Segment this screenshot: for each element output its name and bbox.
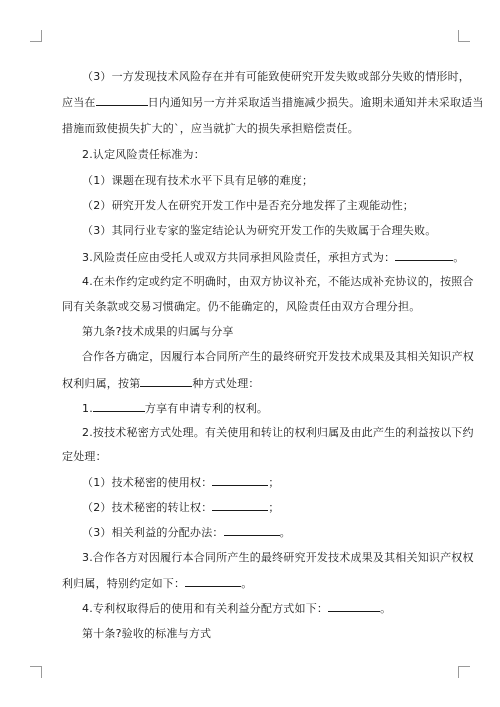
paragraph-line xyxy=(62,300,420,314)
fill-in-blank[interactable] xyxy=(96,95,148,106)
fill-in-blank[interactable] xyxy=(185,576,241,587)
section-heading xyxy=(82,627,211,641)
fill-in-blank[interactable] xyxy=(212,500,268,511)
line-text: 2.按技术秘密方式处理。有关使用和转让的权利归属及由此产生的利益按以下约 xyxy=(82,426,474,439)
line-text: 3.合作各方对因履行本合同所产生的最终研究开发技术成果及其相关知识产权权 xyxy=(82,551,474,564)
line-text: 合作各方确定，因履行本合同所产生的最终研究开发技术成果及其相关知识产权 xyxy=(82,350,474,363)
paragraph-line xyxy=(82,601,391,616)
line-text: 种方式处理： xyxy=(192,377,260,390)
line-text: 权利归属，按第 xyxy=(62,377,141,390)
line-text: （2）研究开发人在研究开发工作中是否充分地发挥了主观能动性； xyxy=(82,199,414,212)
paragraph-line xyxy=(62,122,359,136)
line-text: 日内通知另一方并采取适当措施减少损失。逾期未通知并未采取适当 xyxy=(147,96,484,109)
paragraph-line xyxy=(82,250,465,265)
paragraph-line xyxy=(62,450,107,464)
crop-mark-bottom-right-h xyxy=(458,666,470,667)
line-text: 。 xyxy=(241,577,253,590)
paragraph-line xyxy=(62,95,484,110)
line-text: （2）技术秘密的转让权： xyxy=(82,501,213,514)
paragraph-line xyxy=(62,576,252,591)
paragraph-line xyxy=(82,500,280,515)
fill-in-blank[interactable] xyxy=(93,401,145,412)
line-text: 2.认定风险责任标准为： xyxy=(82,148,205,161)
line-text: 。 xyxy=(279,526,291,539)
paragraph-line xyxy=(82,148,205,162)
line-text: （1）课题在现有技术水平下具有足够的难度； xyxy=(82,174,314,187)
fill-in-blank[interactable] xyxy=(140,376,192,387)
crop-mark-top-right-h xyxy=(458,41,470,42)
paragraph-line xyxy=(82,224,436,238)
line-text: 同有关条款或交易习惯确定。仍不能确定的，风险责任由双方合理分担。 xyxy=(62,300,421,313)
paragraph-line xyxy=(82,275,474,289)
fill-in-blank[interactable] xyxy=(395,250,453,261)
line-text: 。 xyxy=(453,251,465,264)
paragraph-line xyxy=(62,376,260,391)
fill-in-blank[interactable] xyxy=(212,475,268,486)
section-heading xyxy=(82,325,234,339)
paragraph-line xyxy=(82,475,280,490)
line-text: 方享有申请专利的权利。 xyxy=(144,402,269,415)
line-text: 4.专利权取得后的使用和有关利益分配方式如下： xyxy=(82,602,329,615)
line-text: 第九条?技术成果的归属与分享 xyxy=(82,325,234,338)
line-text: 。 xyxy=(380,602,392,615)
line-text: （3）其同行业专家的鉴定结论认为研究开发工作的失败属于合理失败。 xyxy=(82,224,437,237)
line-text: 措施而致使损失扩大的`，应当就扩大的损失承担赔偿责任。 xyxy=(62,122,359,135)
line-text: 定处理： xyxy=(62,450,107,463)
paragraph-line xyxy=(82,426,474,440)
line-text: 第十条?验收的标准与方式 xyxy=(82,627,212,640)
line-text: 应当在 xyxy=(62,96,96,109)
paragraph-line xyxy=(82,199,414,213)
crop-mark-top-right-v xyxy=(458,30,459,42)
line-text: （1）技术秘密的使用权： xyxy=(82,476,213,489)
line-text: ； xyxy=(268,476,280,489)
crop-mark-bottom-left-v xyxy=(41,666,42,678)
paragraph-line xyxy=(82,350,474,364)
line-text: 3.风险责任应由受托人或双方共同承担风险责任，承担方式为： xyxy=(82,251,396,264)
paragraph-line xyxy=(82,70,470,84)
paragraph-line xyxy=(82,401,268,416)
line-text: 4.在未作约定或约定不明确时，由双方协议补充，不能达成补充协议的，按照合 xyxy=(82,275,474,288)
fill-in-blank[interactable] xyxy=(224,525,280,536)
fill-in-blank[interactable] xyxy=(328,601,380,612)
paragraph-line xyxy=(82,551,474,565)
line-text: （3）相关利益的分配办法： xyxy=(82,526,224,539)
line-text: （3）一方发现技术风险存在并有可能致使研究开发失败或部分失败的情形时， xyxy=(82,70,470,83)
paragraph-line xyxy=(82,174,313,188)
line-text: 利归属，特别约定如下： xyxy=(62,577,186,590)
paragraph-line xyxy=(82,525,291,540)
crop-mark-bottom-right-v xyxy=(458,666,459,678)
line-text: 1. xyxy=(82,402,93,415)
crop-mark-top-left-v xyxy=(41,30,42,42)
line-text: ； xyxy=(268,501,280,514)
